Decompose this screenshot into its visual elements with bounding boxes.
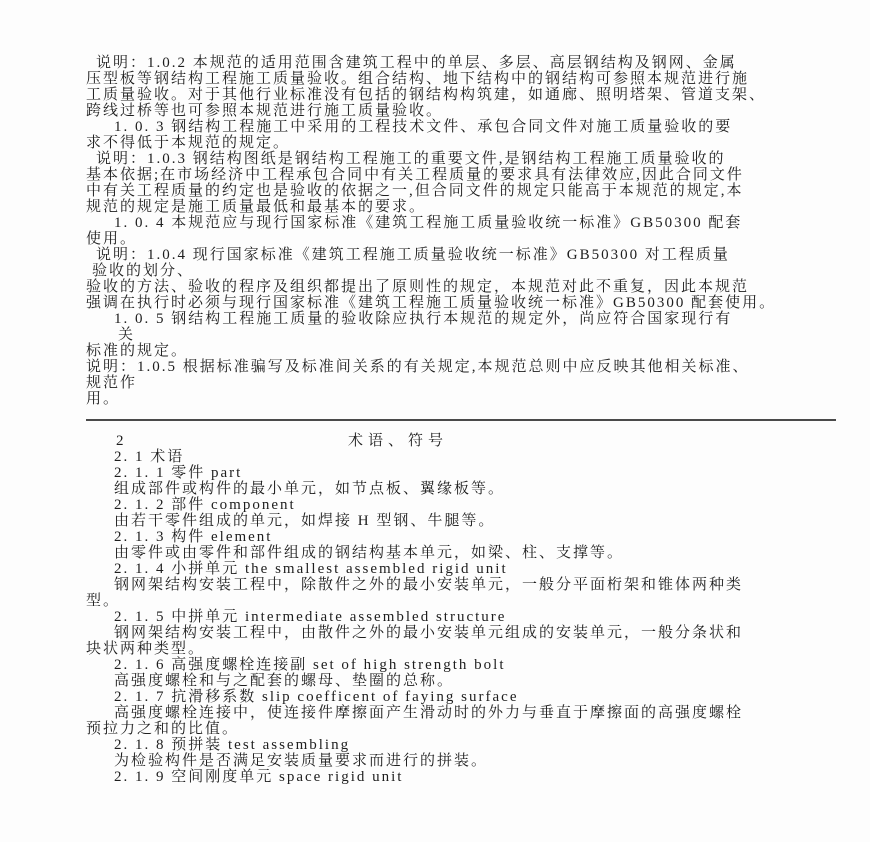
text-line: 预拉力之和的比值。 [86,721,240,737]
text-line: 2. 1. 7 抗滑移系数 slip coefficent of faying surface [114,689,519,705]
text-line: 说明：1.0.2 本规范的适用范围含建筑工程中的单层、多层、高层钢结构及钢网、金属 [96,55,737,71]
text-line: 型。 [86,593,121,609]
text-line: 高强度螺栓和与之配套的螺母、垫圈的总称。 [114,673,455,689]
text-line: 用。 [86,391,121,407]
text-line: 2. 1. 5 中拼单元 intermediate assembled structure [114,609,507,625]
text-line: 钢网架结构安装工程中，除散件之外的最小安装单元，一般分平面桁架和锥体两种类 [114,577,744,593]
text-line: 规范作 [86,375,138,391]
text-line: 钢网架结构安装工程中，由散件之外的最小安装单元组成的安装单元，一般分条状和 [114,625,744,641]
text-line: 为检验构件是否满足安装质量要求而进行的拼装。 [114,753,489,769]
section-2-text-block [86,449,838,785]
text-line: 标准的规定。 [86,343,189,359]
text-line: 2. 1. 8 预拼装 test assembling [114,737,351,753]
text-line: 2. 1 术语 [114,449,185,465]
text-line: 使用。 [86,231,138,247]
text-line: 中有关工程质量的约定也是验收的依据之一,但合同文件的规定只能高于本规范的规定,本 [86,183,744,199]
text-line: 压型板等钢结构工程施工质量验收。组合结构、地下结构中的钢结构可参照本规范进行施 [86,71,750,87]
text-line: 强调在执行时必须与现行国家标准《建筑工程施工质量验收统一标准》GB50300 配套使用。 [86,295,777,311]
text-line: 跨线过桥等也可参照本规范进行施工质量验收。 [86,103,444,119]
section-1-text-block [86,55,838,407]
text-line: 2. 1. 4 小拼单元 the smallest assembled rigid unit [114,561,508,577]
text-line: 规范的规定是施工质量最低和最基本的要求。 [86,199,427,215]
text-line: 说明：1.0.5 根据标准骗写及标准间关系的有关规定,本规范总则中应反映其他相关标准、 [86,359,750,375]
section-divider [86,419,836,421]
text-line: 2. 1. 2 部件 component [114,497,296,513]
text-line: 说明：1.0.3 钢结构图纸是钢结构工程施工的重要文件,是钢结构工程施工质量验收的 [96,151,726,167]
text-line: 说明：1.0.4 现行国家标准《建筑工程施工质量验收统一标准》GB50300 对工程质量 [96,247,730,263]
text-line: 基本依据;在市场经济中工程承包合同中有关工程质量的要求具有法律效应,因此合同文件 [86,167,744,183]
text-line: 工质量验收。对于其他行业标准没有包括的钢结构构筑建，如通廊、照明塔架、管道支架、 [86,87,767,103]
section-2-heading [86,433,838,449]
text-line: 求不得低于本规范的规定。 [86,135,291,151]
document-content [86,55,838,785]
text-line: 2. 1. 3 构件 element [114,529,273,545]
text-line: 由零件或由零件和部件组成的钢结构基本单元，如梁、柱、支撑等。 [114,545,625,561]
section-2-title: 术语、符号 [348,433,449,449]
text-line: 2. 1. 6 高强度螺栓连接副 set of high strength bolt [114,657,506,673]
text-line: 2. 1. 9 空间刚度单元 space rigid unit [114,769,404,785]
text-line: 关 [118,327,136,343]
text-line: 高强度螺栓连接中，使连接件摩擦面产生滑动时的外力与垂直于摩擦面的高强度螺栓 [114,705,744,721]
text-line: 块状两种类型。 [86,641,206,657]
text-line: 验收的方法、验收的程序及组织都提出了原则性的规定，本规范对此不重复，因此本规范 [86,279,750,295]
text-line: 2. 1. 1 零件 part [114,465,243,481]
text-line: 1. 0. 5 钢结构工程施工质量的验收除应执行本规范的规定外，尚应符合国家现行有 [114,311,733,327]
text-line: 验收的划分、 [92,263,195,279]
text-line: 1. 0. 3 钢结构工程施工中采用的工程技术文件、承包合同文件对施工质量验收的要 [114,119,733,135]
text-line: 1. 0. 4 本规范应与现行国家标准《建筑工程施工质量验收统一标准》GB50300 配套 [114,215,743,231]
section-2-number: 2 [116,433,126,449]
text-line: 组成部件或构件的最小单元，如节点板、翼缘板等。 [114,481,506,497]
text-line: 由若干零件组成的单元，如焊接 H 型钢、牛腿等。 [114,513,496,529]
